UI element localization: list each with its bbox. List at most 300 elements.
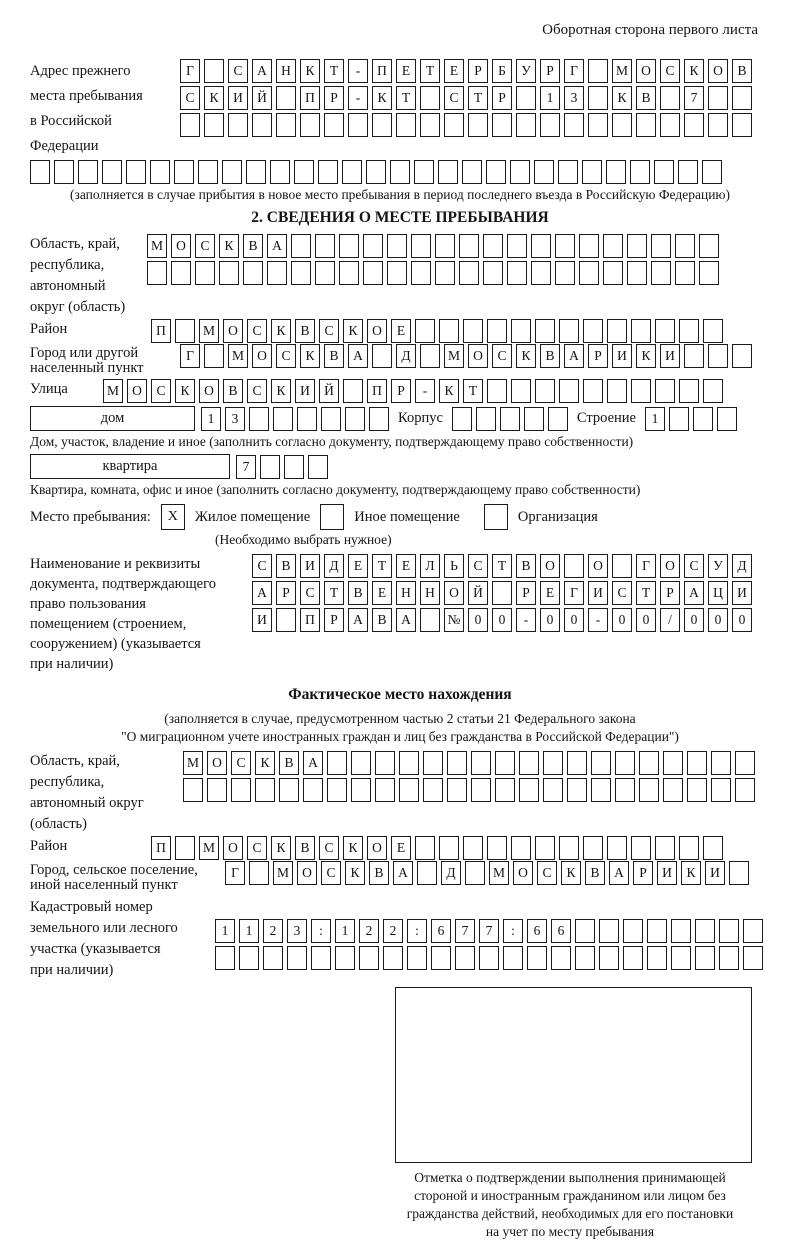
- char-cell: [463, 319, 483, 343]
- char-cell: Й: [468, 581, 488, 605]
- char-cell: А: [267, 234, 287, 258]
- char-cell: [534, 160, 554, 184]
- char-cell: [228, 113, 248, 137]
- char-cell: И: [612, 344, 632, 368]
- char-cell: К: [516, 344, 536, 368]
- char-cell: [222, 160, 242, 184]
- char-cell: -: [516, 608, 536, 632]
- char-cell: [695, 946, 715, 970]
- char-cell: И: [660, 344, 680, 368]
- char-cell: [699, 234, 719, 258]
- char-cell: [743, 919, 763, 943]
- char-cell: [291, 261, 311, 285]
- char-cell: К: [636, 344, 656, 368]
- char-cell: [78, 160, 98, 184]
- stay-type-option-residential: Жилое помещение: [194, 508, 311, 525]
- char-cell: М: [489, 861, 509, 885]
- char-cell: О: [367, 836, 387, 860]
- char-cell: [267, 261, 287, 285]
- fact-district-field: [30, 836, 770, 860]
- char-cell: [363, 261, 383, 285]
- char-cell: [631, 319, 651, 343]
- char-cell: [503, 946, 523, 970]
- stay-type-option-organization: Организация: [517, 508, 598, 525]
- stroenie-cells: [645, 407, 737, 431]
- apartment-note: Квартира, комната, офис и иное (заполнить согласно документу, подтверждающему право собственности): [30, 482, 641, 497]
- char-cell: [195, 261, 215, 285]
- char-cell: М: [147, 234, 167, 258]
- char-cell: [531, 261, 551, 285]
- char-cell: [420, 344, 440, 368]
- char-cell: [315, 261, 335, 285]
- char-cell: Г: [180, 59, 200, 83]
- char-cell: [342, 160, 362, 184]
- char-cell: К: [204, 86, 224, 110]
- char-cell: [516, 113, 536, 137]
- char-cell: Т: [324, 581, 344, 605]
- cell-row: [215, 919, 763, 943]
- char-cell: С: [319, 836, 339, 860]
- char-cell: [735, 778, 755, 802]
- char-cell: [447, 778, 467, 802]
- char-cell: [459, 234, 479, 258]
- char-cell: О: [444, 581, 464, 605]
- char-cell: Ь: [444, 554, 464, 578]
- char-cell: В: [243, 234, 263, 258]
- char-cell: [479, 946, 499, 970]
- char-cell: А: [564, 344, 584, 368]
- char-cell: Н: [276, 59, 296, 83]
- char-cell: [435, 234, 455, 258]
- char-cell: Г: [564, 59, 584, 83]
- char-cell: [655, 319, 675, 343]
- char-cell: [270, 160, 290, 184]
- korpus-label: Корпус: [398, 410, 443, 426]
- char-cell: К: [271, 319, 291, 343]
- char-cell: В: [324, 344, 344, 368]
- char-cell: [559, 319, 579, 343]
- char-cell: Т: [463, 379, 483, 403]
- char-cell: 0: [492, 608, 512, 632]
- char-cell: О: [540, 554, 560, 578]
- char-cell: 0: [732, 608, 752, 632]
- char-cell: [655, 836, 675, 860]
- char-cell: 1: [540, 86, 560, 110]
- char-cell: О: [171, 234, 191, 258]
- char-cell: О: [252, 344, 272, 368]
- char-cell: [510, 160, 530, 184]
- char-cell: К: [271, 379, 291, 403]
- char-cell: Р: [660, 581, 680, 605]
- char-cell: [339, 261, 359, 285]
- char-cell: [318, 160, 338, 184]
- char-cell: [559, 379, 579, 403]
- char-cell: [612, 113, 632, 137]
- char-cell: [519, 751, 539, 775]
- char-cell: [732, 113, 752, 137]
- char-cell: С: [180, 86, 200, 110]
- char-cell: [507, 234, 527, 258]
- char-cell: Б: [492, 59, 512, 83]
- char-cell: 1: [215, 919, 235, 943]
- char-cell: [558, 160, 578, 184]
- section2-title: 2. СВЕДЕНИЯ О МЕСТЕ ПРЕБЫВАНИЯ: [251, 209, 549, 226]
- house-number-cells: [201, 407, 389, 431]
- char-cell: С: [151, 379, 171, 403]
- char-cell: П: [151, 836, 171, 860]
- fact-region-field: [30, 751, 770, 835]
- char-cell: [567, 751, 587, 775]
- char-cell: [420, 86, 440, 110]
- house-row: [30, 406, 770, 431]
- char-cell: 0: [468, 608, 488, 632]
- fact-region-rows: [183, 751, 755, 802]
- char-cell: -: [588, 608, 608, 632]
- char-cell: [399, 751, 419, 775]
- char-cell: [174, 160, 194, 184]
- char-cell: [675, 234, 695, 258]
- char-cell: [372, 344, 392, 368]
- char-cell: [369, 407, 389, 431]
- char-cell: П: [300, 608, 320, 632]
- char-cell: [639, 751, 659, 775]
- char-cell: [623, 919, 643, 943]
- char-cell: Р: [540, 59, 560, 83]
- char-cell: [180, 113, 200, 137]
- apartment-cells: [236, 455, 328, 479]
- char-cell: [276, 86, 296, 110]
- house-note: Дом, участок, владение и иное (заполнить согласно документу, подтверждающему право собственности): [30, 434, 634, 449]
- char-cell: [527, 946, 547, 970]
- char-cell: [345, 407, 365, 431]
- char-cell: А: [684, 581, 704, 605]
- char-cell: П: [367, 379, 387, 403]
- char-cell: [603, 234, 623, 258]
- char-cell: [500, 407, 520, 431]
- char-cell: [647, 919, 667, 943]
- char-cell: [679, 319, 699, 343]
- char-cell: 7: [684, 86, 704, 110]
- char-cell: 0: [564, 608, 584, 632]
- char-cell: [204, 344, 224, 368]
- char-cell: [315, 234, 335, 258]
- char-cell: [276, 113, 296, 137]
- char-cell: [636, 113, 656, 137]
- char-cell: [551, 946, 571, 970]
- prev-address-field: [30, 59, 770, 159]
- char-cell: [431, 946, 451, 970]
- cell-row: [252, 608, 752, 632]
- char-cell: М: [273, 861, 293, 885]
- char-cell: В: [516, 554, 536, 578]
- char-cell: [150, 160, 170, 184]
- char-cell: Р: [492, 86, 512, 110]
- char-cell: 3: [564, 86, 584, 110]
- char-cell: Е: [444, 59, 464, 83]
- char-cell: С: [231, 751, 251, 775]
- char-cell: [435, 261, 455, 285]
- char-cell: [359, 946, 379, 970]
- char-cell: Д: [396, 344, 416, 368]
- char-cell: Т: [468, 86, 488, 110]
- fact-region-label: Область, край, республика, автономный округ (область): [30, 753, 144, 832]
- char-cell: [375, 778, 395, 802]
- char-cell: [543, 751, 563, 775]
- stay-type-label: Место пребывания:: [30, 508, 151, 525]
- char-cell: :: [311, 919, 331, 943]
- char-cell: [729, 861, 749, 885]
- char-cell: [487, 379, 507, 403]
- char-cell: Т: [372, 554, 392, 578]
- char-cell: Г: [636, 554, 656, 578]
- char-cell: А: [396, 608, 416, 632]
- district-field: [30, 319, 770, 343]
- cell-row: [151, 836, 723, 860]
- char-cell: [693, 407, 713, 431]
- char-cell: [284, 455, 304, 479]
- char-cell: В: [295, 836, 315, 860]
- char-cell: [591, 751, 611, 775]
- cadastre-rows: [215, 919, 763, 970]
- char-cell: С: [684, 554, 704, 578]
- char-cell: [411, 234, 431, 258]
- char-cell: В: [732, 59, 752, 83]
- char-cell: Е: [540, 581, 560, 605]
- stamp-area: [370, 987, 770, 1241]
- document-field: [30, 554, 770, 674]
- char-cell: [535, 836, 555, 860]
- char-cell: О: [636, 59, 656, 83]
- char-cell: [343, 379, 363, 403]
- char-cell: [559, 836, 579, 860]
- char-cell: Т: [636, 581, 656, 605]
- char-cell: [126, 160, 146, 184]
- house-box: дом: [30, 406, 195, 431]
- char-cell: Е: [348, 554, 368, 578]
- char-cell: С: [319, 319, 339, 343]
- stay-type-option-other: Иное помещение: [354, 508, 460, 525]
- apartment-row: [30, 454, 770, 479]
- char-cell: [366, 160, 386, 184]
- char-cell: К: [345, 861, 365, 885]
- char-cell: [260, 455, 280, 479]
- char-cell: [287, 946, 307, 970]
- char-cell: С: [195, 234, 215, 258]
- char-cell: [204, 113, 224, 137]
- char-cell: [655, 379, 675, 403]
- char-cell: Т: [492, 554, 512, 578]
- region-rows: [147, 234, 719, 285]
- char-cell: [249, 407, 269, 431]
- char-cell: М: [183, 751, 203, 775]
- char-cell: [246, 160, 266, 184]
- char-cell: [483, 234, 503, 258]
- char-cell: Е: [391, 836, 411, 860]
- char-cell: 2: [263, 919, 283, 943]
- char-cell: [684, 113, 704, 137]
- char-cell: [324, 113, 344, 137]
- char-cell: [198, 160, 218, 184]
- region-field: [30, 234, 770, 318]
- char-cell: 0: [612, 608, 632, 632]
- char-cell: [631, 379, 651, 403]
- char-cell: [588, 113, 608, 137]
- char-cell: [414, 160, 434, 184]
- char-cell: [171, 261, 191, 285]
- char-cell: 0: [636, 608, 656, 632]
- char-cell: [175, 836, 195, 860]
- char-cell: М: [228, 344, 248, 368]
- char-cell: С: [247, 836, 267, 860]
- char-cell: Р: [324, 86, 344, 110]
- char-cell: [675, 261, 695, 285]
- char-cell: [399, 778, 419, 802]
- char-cell: [204, 59, 224, 83]
- char-cell: [599, 919, 619, 943]
- char-cell: Р: [324, 608, 344, 632]
- char-cell: Н: [396, 581, 416, 605]
- char-cell: [291, 234, 311, 258]
- char-cell: М: [444, 344, 464, 368]
- char-cell: И: [657, 861, 677, 885]
- char-cell: [579, 234, 599, 258]
- char-cell: [495, 751, 515, 775]
- char-cell: [231, 778, 251, 802]
- char-cell: [492, 581, 512, 605]
- char-cell: А: [252, 581, 272, 605]
- char-cell: В: [372, 608, 392, 632]
- char-cell: [439, 836, 459, 860]
- char-cell: -: [415, 379, 435, 403]
- char-cell: [243, 261, 263, 285]
- char-cell: С: [468, 554, 488, 578]
- char-cell: [623, 946, 643, 970]
- char-cell: А: [303, 751, 323, 775]
- char-cell: [390, 160, 410, 184]
- char-cell: :: [407, 919, 427, 943]
- char-cell: [679, 836, 699, 860]
- char-cell: [339, 234, 359, 258]
- char-cell: С: [444, 86, 464, 110]
- char-cell: К: [300, 344, 320, 368]
- char-cell: [420, 608, 440, 632]
- char-cell: [678, 160, 698, 184]
- char-cell: В: [636, 86, 656, 110]
- char-cell: [651, 261, 671, 285]
- char-cell: 0: [540, 608, 560, 632]
- char-cell: [711, 751, 731, 775]
- char-cell: 2: [383, 919, 403, 943]
- char-cell: [175, 319, 195, 343]
- char-cell: Р: [588, 344, 608, 368]
- cell-row: [215, 946, 763, 970]
- char-cell: 0: [708, 608, 728, 632]
- char-cell: [438, 160, 458, 184]
- char-cell: [660, 86, 680, 110]
- char-cell: [303, 778, 323, 802]
- char-cell: [583, 319, 603, 343]
- char-cell: [249, 861, 269, 885]
- char-cell: [719, 919, 739, 943]
- prev-address-rows: [180, 59, 752, 137]
- char-cell: [630, 160, 650, 184]
- char-cell: №: [444, 608, 464, 632]
- cell-row: [180, 59, 752, 83]
- prev-address-label: Адрес прежнего места пребывания в Российской Федерации: [30, 63, 143, 154]
- actual-location-title: Фактическое место нахождения: [288, 686, 512, 703]
- char-cell: В: [540, 344, 560, 368]
- char-cell: [492, 113, 512, 137]
- char-cell: [588, 59, 608, 83]
- cadastre-field: [30, 897, 770, 981]
- char-cell: 0: [684, 608, 704, 632]
- char-cell: [476, 407, 496, 431]
- char-cell: [703, 836, 723, 860]
- char-cell: [647, 946, 667, 970]
- char-cell: [415, 836, 435, 860]
- char-cell: И: [705, 861, 725, 885]
- char-cell: К: [612, 86, 632, 110]
- char-cell: [651, 234, 671, 258]
- char-cell: [423, 778, 443, 802]
- char-cell: 1: [201, 407, 221, 431]
- char-cell: /: [660, 608, 680, 632]
- char-cell: [439, 319, 459, 343]
- street-label: Улица: [30, 381, 68, 397]
- char-cell: [463, 836, 483, 860]
- char-cell: [564, 554, 584, 578]
- char-cell: [583, 379, 603, 403]
- char-cell: [564, 113, 584, 137]
- char-cell: О: [513, 861, 533, 885]
- char-cell: Р: [468, 59, 488, 83]
- char-cell: С: [612, 581, 632, 605]
- region-label: Область, край, республика, автономный округ (область): [30, 236, 126, 315]
- char-cell: [311, 946, 331, 970]
- char-cell: [615, 778, 635, 802]
- document-rows: [252, 554, 752, 632]
- char-cell: [294, 160, 314, 184]
- char-cell: [327, 751, 347, 775]
- char-cell: 1: [645, 407, 665, 431]
- stay-type-checkbox-residential: X: [161, 504, 185, 530]
- char-cell: [487, 836, 507, 860]
- char-cell: [708, 344, 728, 368]
- char-cell: [684, 344, 704, 368]
- char-cell: К: [255, 751, 275, 775]
- char-cell: Р: [391, 379, 411, 403]
- char-cell: [711, 778, 731, 802]
- char-cell: [588, 86, 608, 110]
- char-cell: [30, 160, 50, 184]
- char-cell: 3: [287, 919, 307, 943]
- char-cell: -: [348, 86, 368, 110]
- char-cell: [273, 407, 293, 431]
- char-cell: [465, 861, 485, 885]
- char-cell: К: [439, 379, 459, 403]
- char-cell: [507, 261, 527, 285]
- char-cell: [606, 160, 626, 184]
- char-cell: В: [585, 861, 605, 885]
- char-cell: [543, 778, 563, 802]
- char-cell: К: [681, 861, 701, 885]
- char-cell: [375, 751, 395, 775]
- char-cell: П: [300, 86, 320, 110]
- char-cell: [575, 946, 595, 970]
- char-cell: О: [223, 319, 243, 343]
- char-cell: С: [252, 554, 272, 578]
- char-cell: [252, 113, 272, 137]
